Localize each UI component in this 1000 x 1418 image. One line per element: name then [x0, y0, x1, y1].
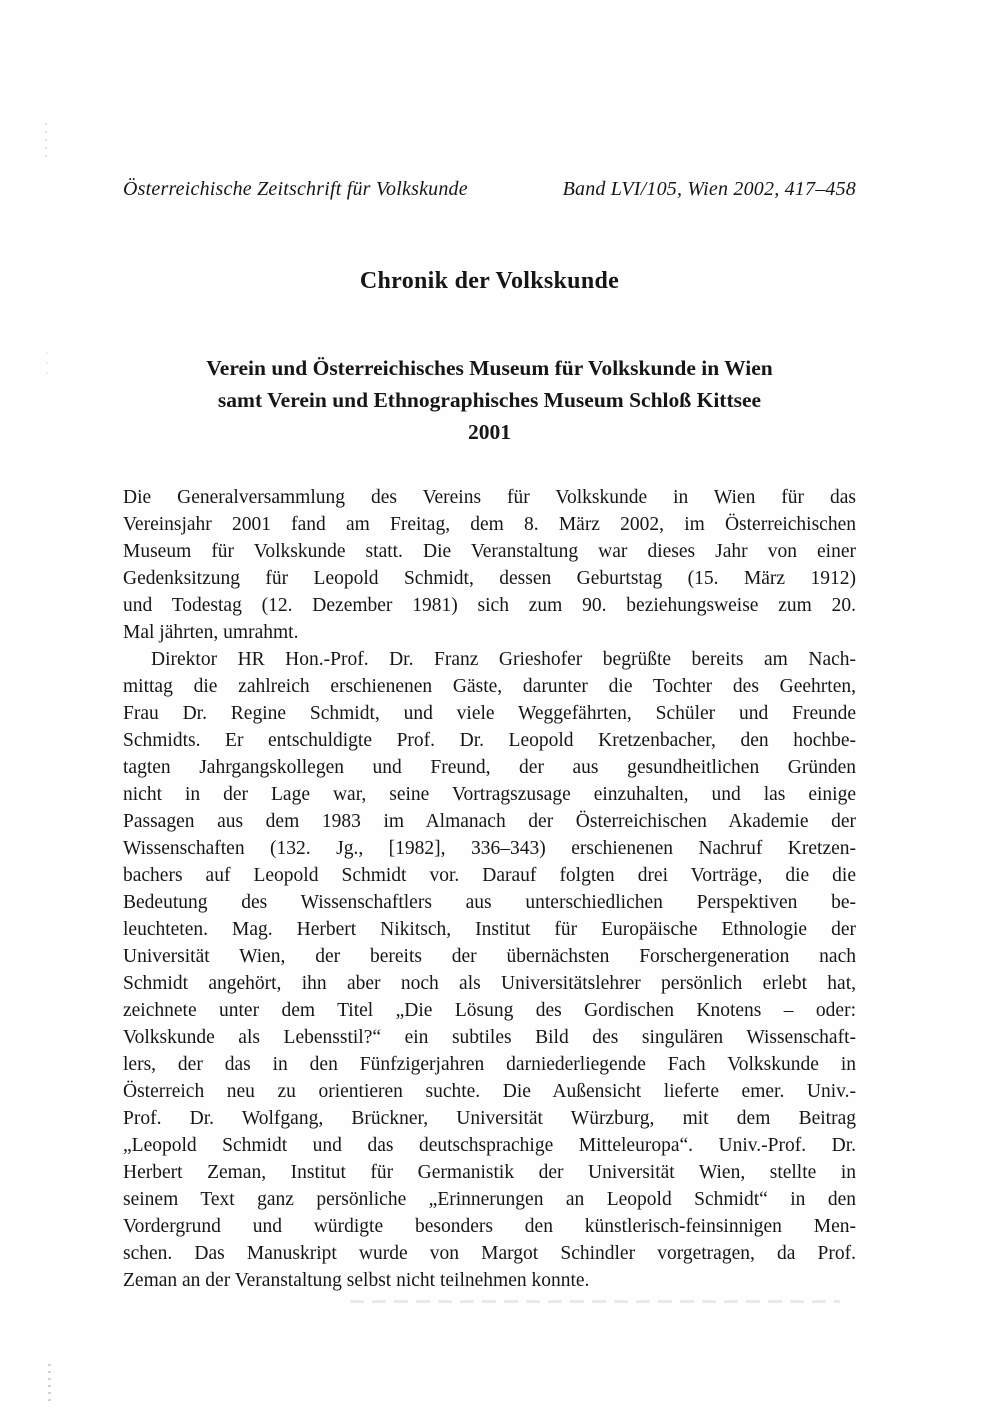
body-line: Passagen aus dem 1983 im Almanach der Österreichischen Akademie der: [123, 811, 856, 832]
body-line: seinem Text ganz persönliche „Erinnerungen an Leopold Schmidt“ in den: [123, 1189, 856, 1210]
body-line: schen. Das Manuskript wurde von Margot Schindler vorgetragen, da Prof.: [123, 1243, 856, 1264]
body-line: Bedeutung des Wissenschaftlers aus unterschiedlichen Perspektiven be-: [123, 892, 856, 913]
subtitle-line: samt Verein und Ethnographisches Museum Schloß Kittsee: [217, 388, 762, 412]
body-line: nicht in der Lage war, seine Vortragszusage einzuhalten, und las einige: [123, 784, 856, 805]
body-line: Schmidts. Er entschuldigte Prof. Dr. Leopold Kretzenbacher, den hochbe-: [123, 730, 856, 751]
body-line: Museum für Volkskunde statt. Die Veranstaltung war dieses Jahr von einer: [123, 541, 856, 562]
scan-artifact: [46, 352, 48, 382]
subtitle-line: 2001: [468, 420, 511, 444]
section-title: [123, 352, 856, 448]
body-line: bachers auf Leopold Schmidt vor. Darauf folgten drei Vorträge, die die: [123, 865, 856, 886]
body-line: Frau Dr. Regine Schmidt, und viele Weggefährten, Schüler und Freunde: [123, 703, 856, 724]
body-line: und Todestag (12. Dezember 1981) sich zum 90. beziehungsweise zum 20.: [123, 595, 856, 616]
subtitle-line: Verein und Österreichisches Museum für Volkskunde in Wien: [206, 356, 773, 380]
page-title: Chronik der Volkskunde: [359, 268, 620, 294]
body-line: Mal jährten, umrahmt.: [123, 622, 299, 643]
body-line: Universität Wien, der bereits der übernächsten Forschergeneration nach: [123, 946, 856, 967]
body-line: Die Generalversammlung des Vereins für Volkskunde in Wien für das: [123, 487, 856, 508]
body-line: Vordergrund und würdigte besonders den künstlerisch-feinsinnigen Men-: [123, 1216, 856, 1237]
body-line: Herbert Zeman, Institut für Germanistik der Universität Wien, stellte in: [123, 1162, 856, 1183]
body-line: leuchteten. Mag. Herbert Nikitsch, Institut für Europäische Ethnologie der: [123, 919, 856, 940]
body-line: tagten Jahrgangskollegen und Freund, der aus gesundheitlichen Gründen: [123, 757, 856, 778]
body-line: Vereinsjahr 2001 fand am Freitag, dem 8. März 2002, im Österreichischen: [123, 514, 856, 535]
journal-name: Österreichische Zeitschrift für Volkskunde: [123, 178, 468, 200]
body-line: mittag die zahlreich erschienenen Gäste, darunter die Tochter des Geehrten,: [123, 676, 856, 697]
body-line: Österreich neu zu orientieren suchte. Die Außensicht lieferte emer. Univ.-: [123, 1081, 856, 1102]
issue-reference: Band LVI/105, Wien 2002, 417–458: [562, 178, 856, 200]
article-body: [123, 484, 856, 1294]
body-line: Schmidt angehört, ihn aber noch als Universitätslehrer persönlich erlebt hat,: [123, 973, 856, 994]
scan-artifact: [350, 1300, 840, 1303]
scan-artifact: [45, 123, 47, 159]
body-line: Direktor HR Hon.-Prof. Dr. Franz Grieshofer begrüßte bereits am Nach-: [151, 649, 856, 670]
scan-artifact: [48, 1364, 51, 1404]
body-line: Zeman an der Veranstaltung selbst nicht teilnehmen konnte.: [123, 1270, 590, 1291]
body-line: zeichnete unter dem Titel „Die Lösung des Gordischen Knotens – oder:: [123, 1000, 856, 1021]
body-line: „Leopold Schmidt und das deutschsprachige Mitteleuropa“. Univ.-Prof. Dr.: [123, 1135, 856, 1156]
body-line: Volkskunde als Lebensstil?“ ein subtiles Bild des singulären Wissenschaft-: [123, 1027, 856, 1048]
running-head: [123, 178, 856, 201]
body-line: Wissenschaften (132. Jg., [1982], 336–343) erschienenen Nachruf Kretzen-: [123, 838, 856, 859]
body-line: Prof. Dr. Wolfgang, Brückner, Universität Würzburg, mit dem Beitrag: [123, 1108, 856, 1129]
body-line: Gedenksitzung für Leopold Schmidt, dessen Geburtstag (15. März 1912): [123, 568, 856, 589]
body-line: lers, der das in den Fünfzigerjahren darniederliegende Fach Volkskunde in: [123, 1054, 856, 1075]
